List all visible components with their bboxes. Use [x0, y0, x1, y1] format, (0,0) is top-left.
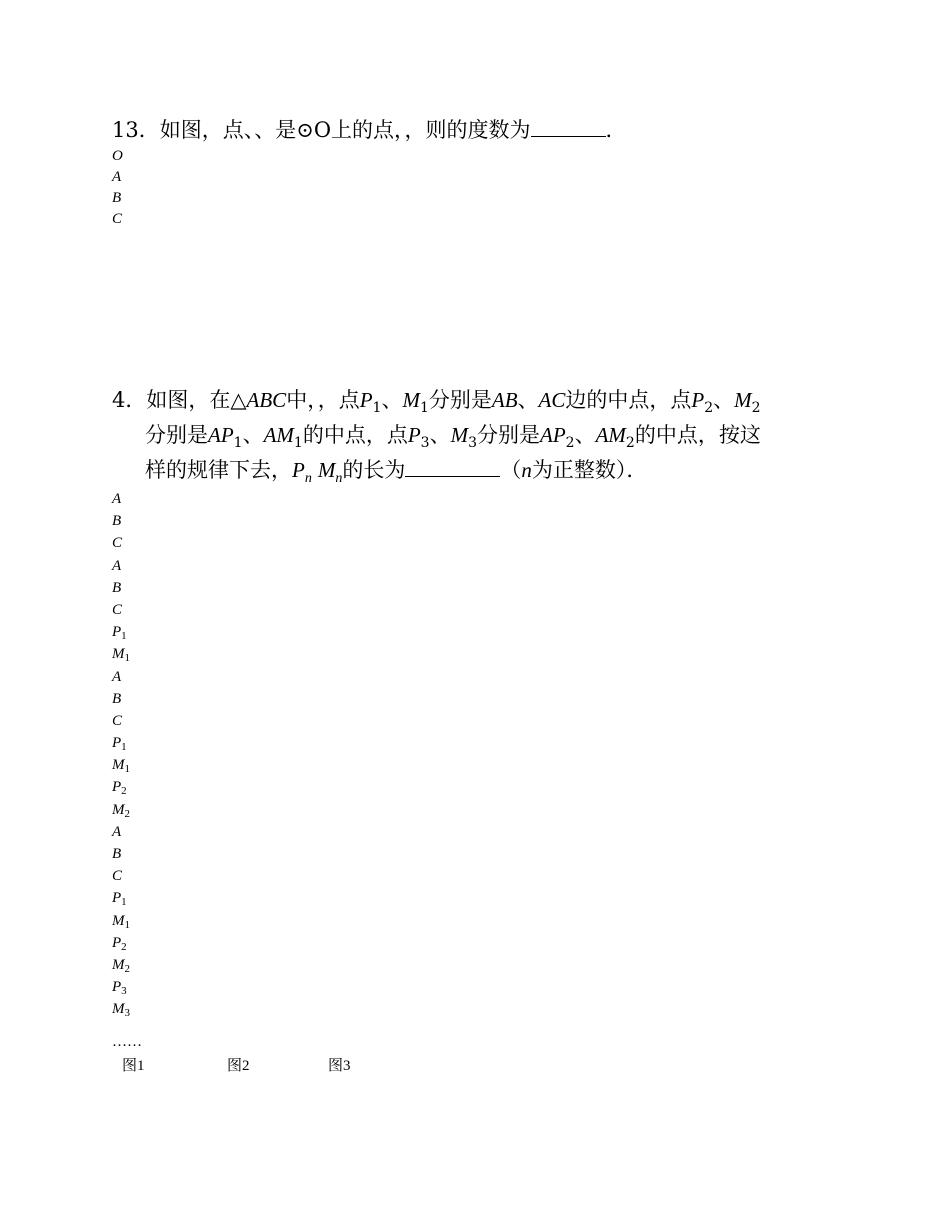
q4-figure-label [112, 865, 130, 887]
q4-figure-label-text: A [112, 491, 122, 507]
q4-figure-label-text: B [112, 579, 122, 596]
q13-period: ． [605, 118, 627, 142]
q4-figure-label-subscript: 2 [124, 962, 130, 975]
q4-figure-label-text: M [112, 912, 125, 929]
q4-subscript: 2 [704, 400, 714, 416]
q13-text: 如图，点、、是⊙O上的点，，则的度数为 [159, 118, 531, 142]
q4-figure-label-text: C [112, 712, 123, 729]
q4-figure-label [112, 732, 130, 754]
figure-caption-3: 图3 [328, 1058, 351, 1074]
q4-figure-label [112, 532, 130, 554]
q4-math: AM [263, 423, 294, 447]
q4-math: n [521, 458, 532, 482]
q4-figure-label [112, 754, 130, 776]
q4-figure-label-text: M [112, 1001, 125, 1018]
figure-caption-2: 图2 [227, 1058, 250, 1074]
q4-subscript: 1 [293, 435, 303, 451]
q4-figure-label [112, 621, 130, 643]
q4-figure-label-subscript: 1 [124, 918, 130, 931]
q4-figure-label-subscript: 1 [124, 652, 130, 665]
q4-figure-label [112, 954, 130, 976]
q4-text: 边的中点，点 [565, 388, 692, 412]
q4-subscript: 2 [751, 400, 761, 416]
q4-text: 分别是 [145, 423, 208, 447]
q4-figure-label-subscript: 1 [121, 741, 127, 754]
q4-subscript: 2 [625, 435, 635, 451]
q4-figure-label [112, 555, 130, 577]
q4-math: ABC [246, 388, 287, 412]
q4-math: M [734, 388, 752, 412]
q4-figure-label [112, 887, 130, 909]
q4-subscript: 1 [419, 400, 429, 416]
q4-figure-label [112, 666, 130, 688]
q4-figure-label [112, 643, 130, 665]
q4-text: 的中点，按这 [634, 423, 761, 447]
q4-figure-label [112, 910, 130, 932]
q13-figure-label: C [112, 211, 123, 227]
q4-text: 、 [574, 423, 596, 447]
q4-text: 的长为 [342, 458, 406, 482]
q4-figure-label [112, 599, 130, 621]
q4-figure-label-text: A [112, 823, 122, 840]
q4-figure-label-text: P [112, 624, 122, 641]
q4-text: 分别是 [428, 388, 492, 412]
q4-math: M [450, 423, 469, 447]
q4-figure-label-text: P [112, 735, 122, 752]
q4-text: 的中点，点 [302, 423, 408, 447]
q4-figure-label [112, 976, 130, 998]
q4-figure-label-text: B [112, 690, 122, 707]
q4-math: AC [538, 388, 566, 412]
q4-subscript: 1 [372, 400, 382, 416]
q4-subscript: n [304, 471, 312, 486]
q4-figure-label-subscript: 2 [121, 785, 127, 798]
q4-figure-label-text: C [112, 868, 123, 885]
q4-figure-label [112, 799, 130, 821]
q4-text: 、 [517, 388, 539, 412]
figure-caption-1: 图1 [122, 1058, 145, 1074]
q4-figure-label-text: P [112, 934, 122, 951]
q4-text: （ [500, 458, 522, 482]
q4-text: 、 [429, 423, 451, 447]
q13-figure-label: A [112, 169, 122, 185]
q4-figure-label-subscript: 3 [124, 1007, 130, 1020]
q4-math: M [317, 458, 336, 482]
q4-figure-label [112, 577, 130, 599]
q4-figure-label [112, 688, 130, 710]
q4-subscript: n [335, 471, 343, 486]
q4-text: 中，，点 [286, 388, 360, 412]
q4-figure-label-text: M [112, 757, 125, 774]
q4-figure-label-subscript: 2 [121, 940, 127, 953]
q4-math: AM [595, 423, 626, 447]
q4-number: 4． [112, 388, 147, 412]
q4-figure-labels [112, 488, 130, 1021]
q4-figure-label-subscript: 1 [124, 763, 130, 776]
q13-number: 13． [112, 118, 160, 142]
q13-line [112, 115, 627, 145]
q4-figure-label-subscript: 1 [121, 896, 127, 909]
q4-figure-label-text: P [112, 779, 122, 796]
q4-figure-label [112, 488, 130, 510]
q4-math: P [407, 423, 421, 447]
q4-figure-label [112, 710, 130, 732]
q4-subscript: 1 [233, 435, 243, 451]
q4-text: 分别是 [477, 423, 540, 447]
q4-figure-label-text: M [112, 801, 125, 818]
q4-text: 为正整数）． [531, 458, 648, 482]
q4-figure-label [112, 776, 130, 798]
q4-figure-label-text: A [112, 557, 122, 574]
q13-figure-labels [112, 146, 123, 230]
q4-math: P [691, 388, 705, 412]
q4-figure-label-text: M [112, 646, 125, 663]
q4-subscript: 2 [565, 435, 575, 451]
q4-figure-label-text: P [112, 890, 122, 907]
q4-figure-label [112, 821, 130, 843]
q4-ellipsis: …… [112, 1034, 142, 1050]
q4-figure-label [112, 932, 130, 954]
q4-text: 、 [381, 388, 403, 412]
q4-math: P [359, 388, 373, 412]
q4-math: AB [491, 388, 518, 412]
q4-text: 、 [713, 388, 735, 412]
q4-line-1 [112, 385, 761, 423]
q13-answer-blank[interactable] [531, 116, 606, 137]
q4-subscript: 3 [468, 435, 477, 451]
q4-line-2 [145, 420, 761, 458]
q4-figure-label-text: P [112, 979, 122, 996]
q4-figure-label [112, 998, 130, 1020]
q4-figure-label-text: B [112, 846, 122, 862]
q4-figure-label-text: C [112, 535, 123, 552]
q4-math: AP [208, 423, 234, 447]
q4-math: M [402, 388, 420, 412]
q4-subscript: 3 [420, 435, 430, 451]
q4-answer-blank[interactable] [405, 456, 500, 477]
q4-text: 、 [242, 423, 264, 447]
q4-figure-label-subscript: 2 [124, 807, 130, 820]
q4-figure-label [112, 843, 130, 865]
q4-figure-label-subscript: 3 [121, 985, 127, 998]
q4-text: 样的规律下去， [145, 458, 292, 482]
q4-math: AP [540, 423, 566, 447]
q4-line-3 [145, 455, 647, 494]
q4-figure-label [112, 510, 130, 532]
q4-figure-label-text: B [112, 513, 122, 530]
q4-figure-label-text: M [112, 956, 125, 973]
q4-figure-label-text: A [112, 668, 122, 685]
q4-text: 如图，在△ [146, 388, 247, 412]
q13-figure-label: B [112, 190, 122, 206]
q4-figure-label-subscript: 1 [121, 630, 127, 643]
q4-figure-label-text: C [112, 601, 123, 618]
q4-math: P [292, 458, 305, 482]
q13-figure-label: O [112, 148, 123, 164]
